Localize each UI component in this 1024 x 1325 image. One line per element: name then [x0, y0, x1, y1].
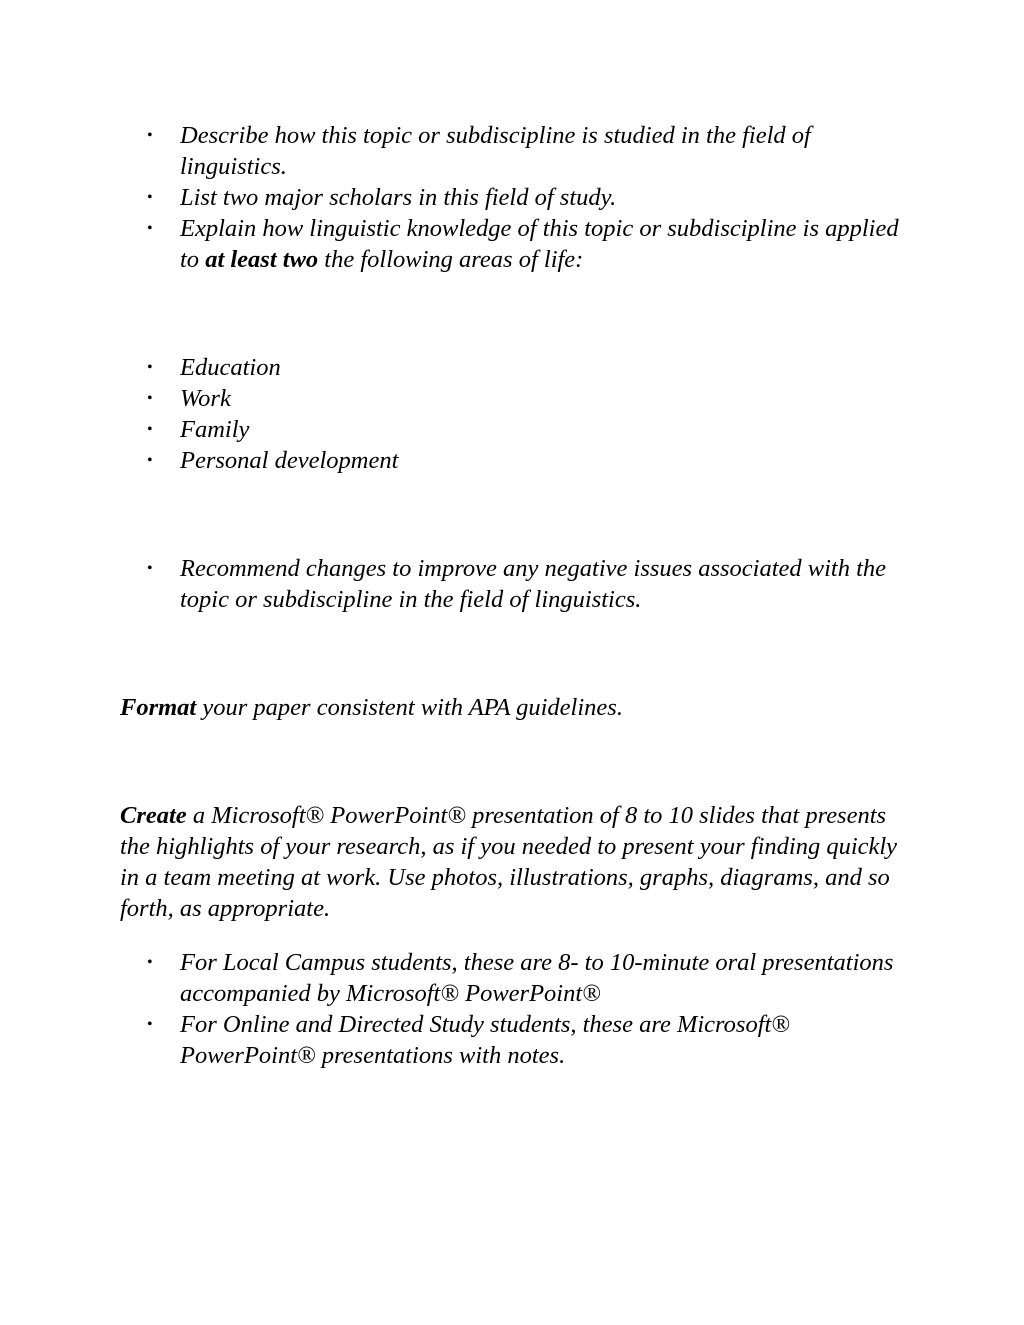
format-paragraph	[120, 692, 920, 723]
list-item-text: List two major scholars in this field of study.	[180, 184, 617, 211]
list-item	[120, 1009, 920, 1071]
create-emphasis: Create	[120, 802, 187, 829]
areas-of-life-list	[120, 352, 920, 476]
format-paragraph-container	[120, 692, 920, 723]
create-paragraph	[120, 800, 920, 924]
list-item-text: Describe how this topic or subdiscipline is studied in the field of linguistics.	[180, 122, 811, 180]
bullet-icon: •	[147, 220, 153, 237]
bullet-icon: •	[147, 560, 153, 577]
areas-of-life-list-container	[120, 352, 920, 476]
list-item	[120, 414, 920, 445]
list-item-text: For Online and Directed Study students, these are Microsoft® PowerPoint® presentations with notes.	[180, 1011, 790, 1069]
bullet-icon: •	[147, 189, 153, 206]
assignment-requirements-list-container	[120, 120, 920, 275]
bullet-icon: •	[147, 954, 153, 971]
assignment-requirements-list	[120, 120, 920, 275]
bullet-icon: •	[147, 452, 153, 469]
bullet-icon: •	[147, 1016, 153, 1033]
format-text: your paper consistent with APA guidelines.	[196, 694, 623, 721]
recommend-list-container	[120, 553, 920, 615]
bullet-icon: •	[147, 127, 153, 144]
presentation-list-container	[120, 947, 920, 1071]
list-item-text: For Local Campus students, these are 8- to 10-minute oral presentations accompanied by Microsoft® PowerPoint®	[180, 949, 894, 1007]
list-item-text: Work	[180, 385, 231, 412]
create-paragraph-container	[120, 800, 920, 924]
list-item	[120, 947, 920, 1009]
list-item-text: Personal development	[180, 447, 399, 474]
bullet-icon: •	[147, 421, 153, 438]
format-emphasis: Format	[120, 694, 197, 721]
presentation-list	[120, 947, 920, 1071]
list-item-text-post: the following areas of life:	[318, 246, 584, 273]
list-item	[120, 213, 920, 275]
list-item-text: Family	[180, 416, 250, 443]
list-item	[120, 352, 920, 383]
create-text: a Microsoft® PowerPoint® presentation of 8 to 10 slides that presents the highlights of your research, as if you needed to present your finding quickly in a team meeting at work. Use photos, illustrations, graphs, diagrams, and so forth, as appropriate.	[120, 802, 898, 922]
list-item	[120, 383, 920, 414]
list-item	[120, 445, 920, 476]
list-item-text: Education	[180, 354, 281, 381]
list-item-text: Recommend changes to improve any negative issues associated with the topic or subdiscipline in the field of linguistics.	[180, 555, 887, 613]
list-item-emphasis: at least two	[205, 246, 319, 273]
list-item	[120, 553, 920, 615]
bullet-icon: •	[147, 359, 153, 376]
list-item	[120, 120, 920, 182]
list-item-text-pre: Explain how linguistic knowledge of this topic or subdiscipline is applied to	[180, 215, 899, 273]
bullet-icon: •	[147, 390, 153, 407]
list-item	[120, 182, 920, 213]
recommend-list	[120, 553, 920, 615]
